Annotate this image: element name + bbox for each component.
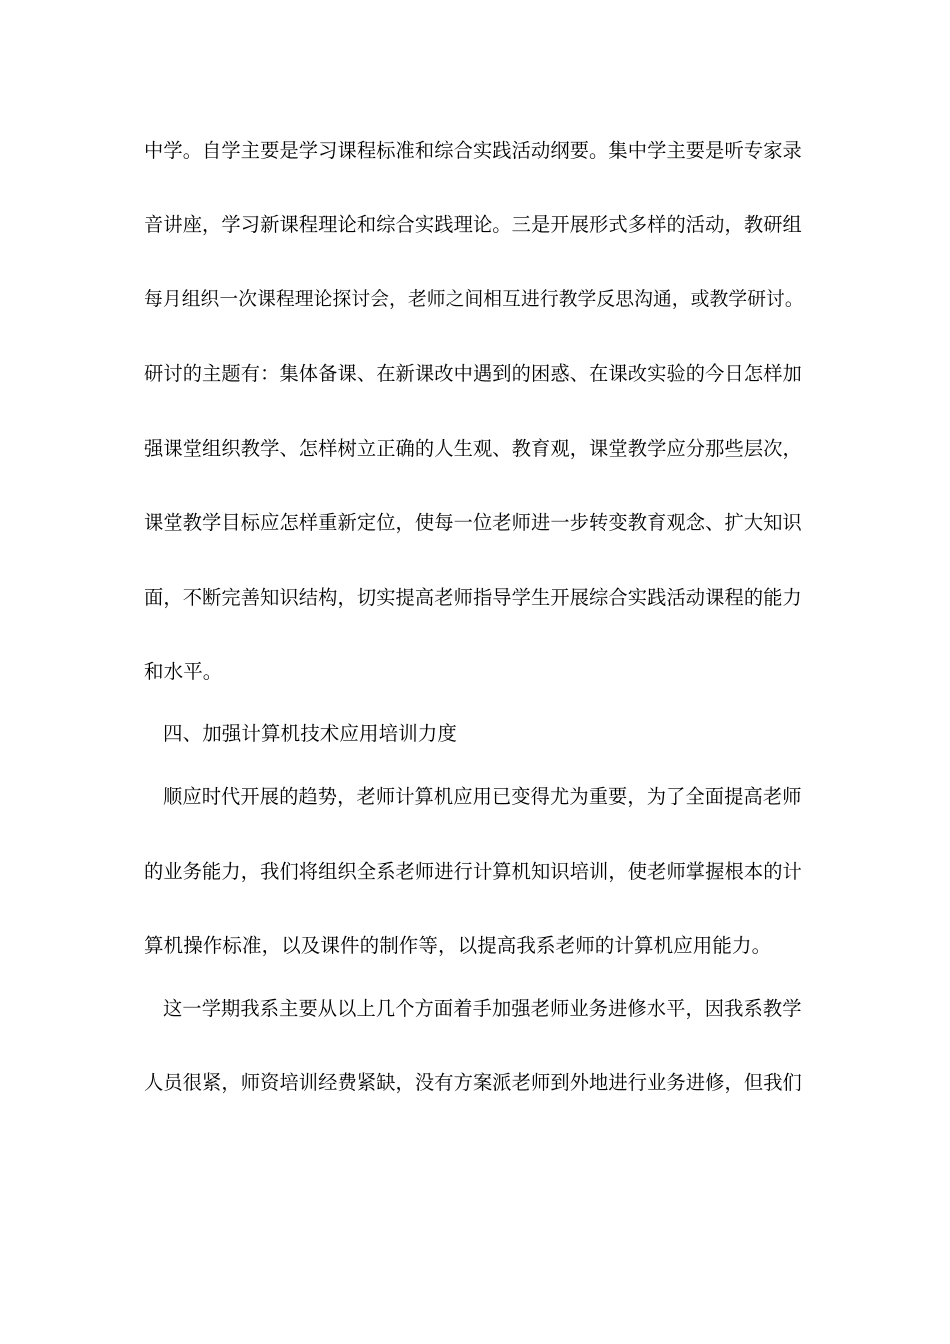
paragraph-line: 每月组织一次课程理论探讨会，老师之间相互进行教学反思沟通，或教学研讨。 [144, 289, 804, 310]
paragraph-line: 课堂教学目标应怎样重新定位，使每一位老师进一步转变教育观念、扩大知识 [144, 511, 802, 534]
paragraph-line: 中学。自学主要是学习课程标准和综合实践活动纲要。集中学主要是听专家录 [144, 139, 802, 162]
paragraph-line: 人员很紧，师资培训经费紧缺，没有方案派老师到外地进行业务进修，但我们 [144, 1071, 802, 1094]
paragraph-line: 面，不断完善知识结构，切实提高老师指导学生开展综合实践活动课程的能力 [144, 586, 802, 609]
paragraph-line: 算机操作标准，以及课件的制作等，以提高我系老师的计算机应用能力。 [144, 934, 772, 957]
paragraph-line: 研讨的主题有：集体备课、在新课改中遇到的困惑、在课改实验的今日怎样加 [144, 362, 802, 385]
paragraph-line: 的业务能力，我们将组织全系老师进行计算机知识培训，使老师掌握根本的计 [144, 860, 802, 883]
paragraph-line: 这一学期我系主要从以上几个方面着手加强老师业务进修水平，因我系教学 [163, 997, 802, 1020]
section-heading: 四、加强计算机技术应用培训力度 [163, 722, 458, 745]
paragraph-line: 音讲座，学习新课程理论和综合实践理论。三是开展形式多样的活动，教研组 [144, 213, 802, 236]
paragraph-line: 强课堂组织教学、怎样树立正确的人生观、教育观，课堂教学应分那些层次， [144, 437, 802, 460]
paragraph-line: 顺应时代开展的趋势，老师计算机应用已变得尤为重要，为了全面提高老师 [163, 785, 802, 808]
paragraph-line: 和水平。 [144, 660, 223, 683]
